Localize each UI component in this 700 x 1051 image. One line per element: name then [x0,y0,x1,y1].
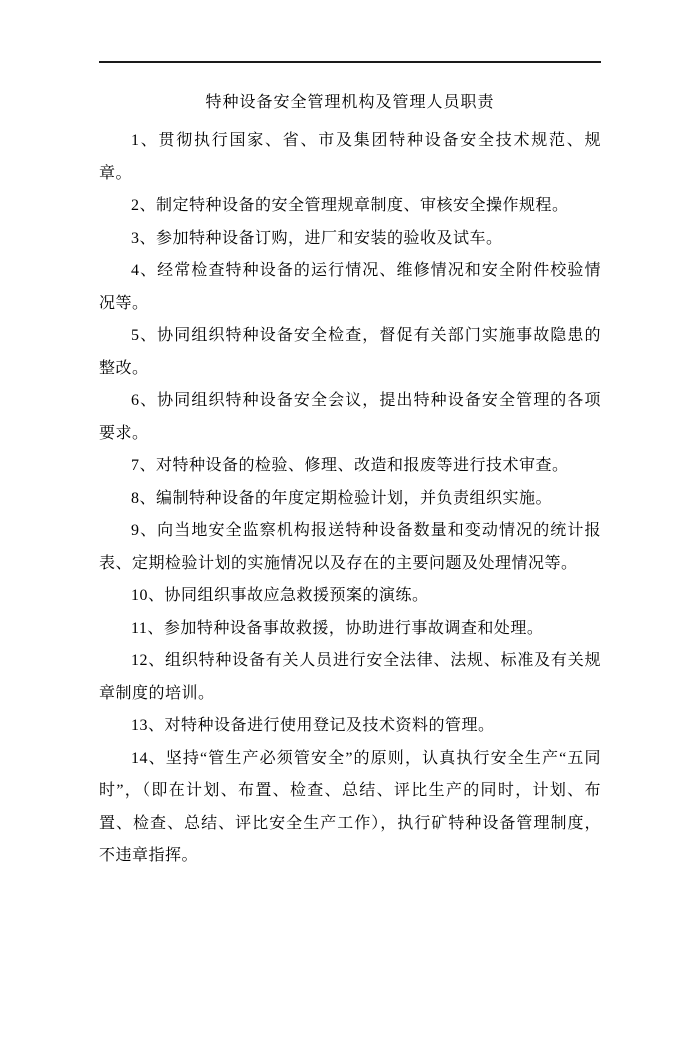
list-item: 14、坚持“管生产必须管安全”的原则，认真执行安全生产“五同时”，（即在计划、布置、检查、总结、评比生产的同时，计划、布置、检查、总结、评比安全生产工作），执行矿特种设备管理制度，不违章指挥。 [99,749,601,864]
list-item: 7、对特种设备的检验、修理、改造和报废等进行技术审查。 [131,457,569,474]
list-item: 9、向当地安全监察机构报送特种设备数量和变动情况的统计报表、定期检验计划的实施情况以及存在的主要问题及处理情况等。 [99,522,601,572]
list-item: 1、贯彻执行国家、省、市及集团特种设备安全技术规范、规章。 [99,132,601,182]
list-item: 3、参加特种设备订购，进厂和安装的验收及试车。 [131,229,503,247]
page-title: 特种设备安全管理机构及管理人员职责 [205,94,495,111]
list-item: 10、协同组织事故应急救援预案的演练。 [131,587,429,604]
list-item: 11、参加特种设备事故救援，协助进行事故调查和处理。 [131,619,544,637]
list-item: 4、经常检查特种设备的运行情况、维修情况和安全附件校验情况等。 [99,262,601,312]
list-item: 2、制定特种设备的安全管理规章制度、审核安全操作规程。 [131,197,569,214]
header-divider [99,61,601,63]
list-item: 5、协同组织特种设备安全检查，督促有关部门实施事故隐患的整改。 [99,327,601,377]
document-page [0,61,700,1051]
list-item: 8、编制特种设备的年度定期检验计划，并负责组织实施。 [131,489,553,507]
list-item: 12、组织特种设备有关人员进行安全法律、法规、标准及有关规章制度的培训。 [99,652,601,702]
paragraph-list [99,125,601,873]
list-item: 6、协同组织特种设备安全会议，提出特种设备安全管理的各项要求。 [99,392,601,442]
list-item: 13、对特种设备进行使用登记及技术资料的管理。 [131,717,495,734]
